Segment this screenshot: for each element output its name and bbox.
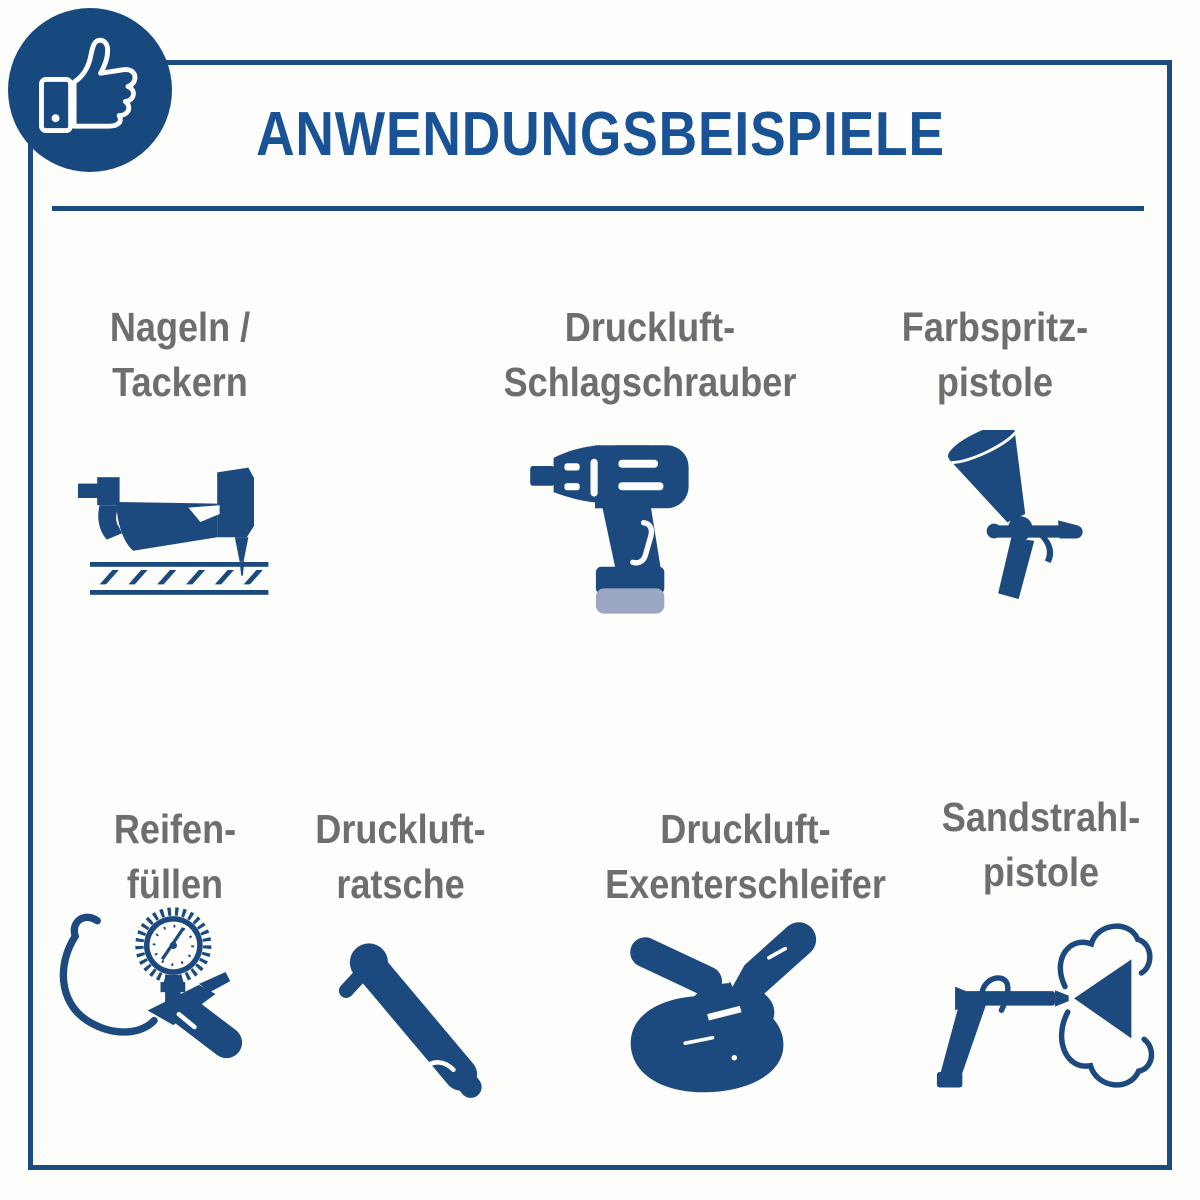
item-label-nageln-tackern [45, 300, 315, 410]
orbital-sander-icon [605, 905, 860, 1105]
item-label-line: Druckluft- [564, 304, 736, 350]
item-label-line: Exenterschleifer [605, 860, 886, 907]
nail-gun-icon [70, 446, 310, 622]
item-label-line: Tackern [112, 358, 248, 405]
page-title [28, 100, 1172, 169]
item-label-line: pistole [936, 358, 1054, 405]
item-label-sandstrahlpistole [905, 790, 1177, 900]
item-label-schlagschrauber [455, 300, 845, 410]
tire-inflator-icon [45, 893, 265, 1095]
item-label-line: Farbspritz- [901, 304, 1089, 350]
item-label-line: ratsche [336, 860, 465, 907]
item-label-farbspritzpistole [850, 300, 1140, 410]
item-label-line: Reifen- [113, 806, 237, 852]
paint-spray-gun-icon [935, 430, 1140, 619]
page-title-text: ANWENDUNGSBEISPIELE [255, 100, 945, 169]
title-underline [52, 206, 1144, 211]
item-label-line: Druckluft- [660, 806, 831, 852]
item-label-line: Schlagschrauber [503, 358, 797, 405]
item-label-druckluftratsche [278, 802, 523, 912]
impact-wrench-icon [505, 430, 730, 628]
sandblast-gun-icon [913, 903, 1168, 1112]
item-label-line: Nageln / [109, 304, 251, 350]
air-ratchet-icon [318, 926, 518, 1108]
item-label-line: Sandstrahl- [941, 794, 1141, 840]
item-label-line: Druckluft- [315, 806, 486, 852]
item-label-line: füllen [126, 860, 224, 907]
item-label-exenterschleifer [538, 802, 953, 912]
item-label-line: pistole [982, 848, 1100, 895]
